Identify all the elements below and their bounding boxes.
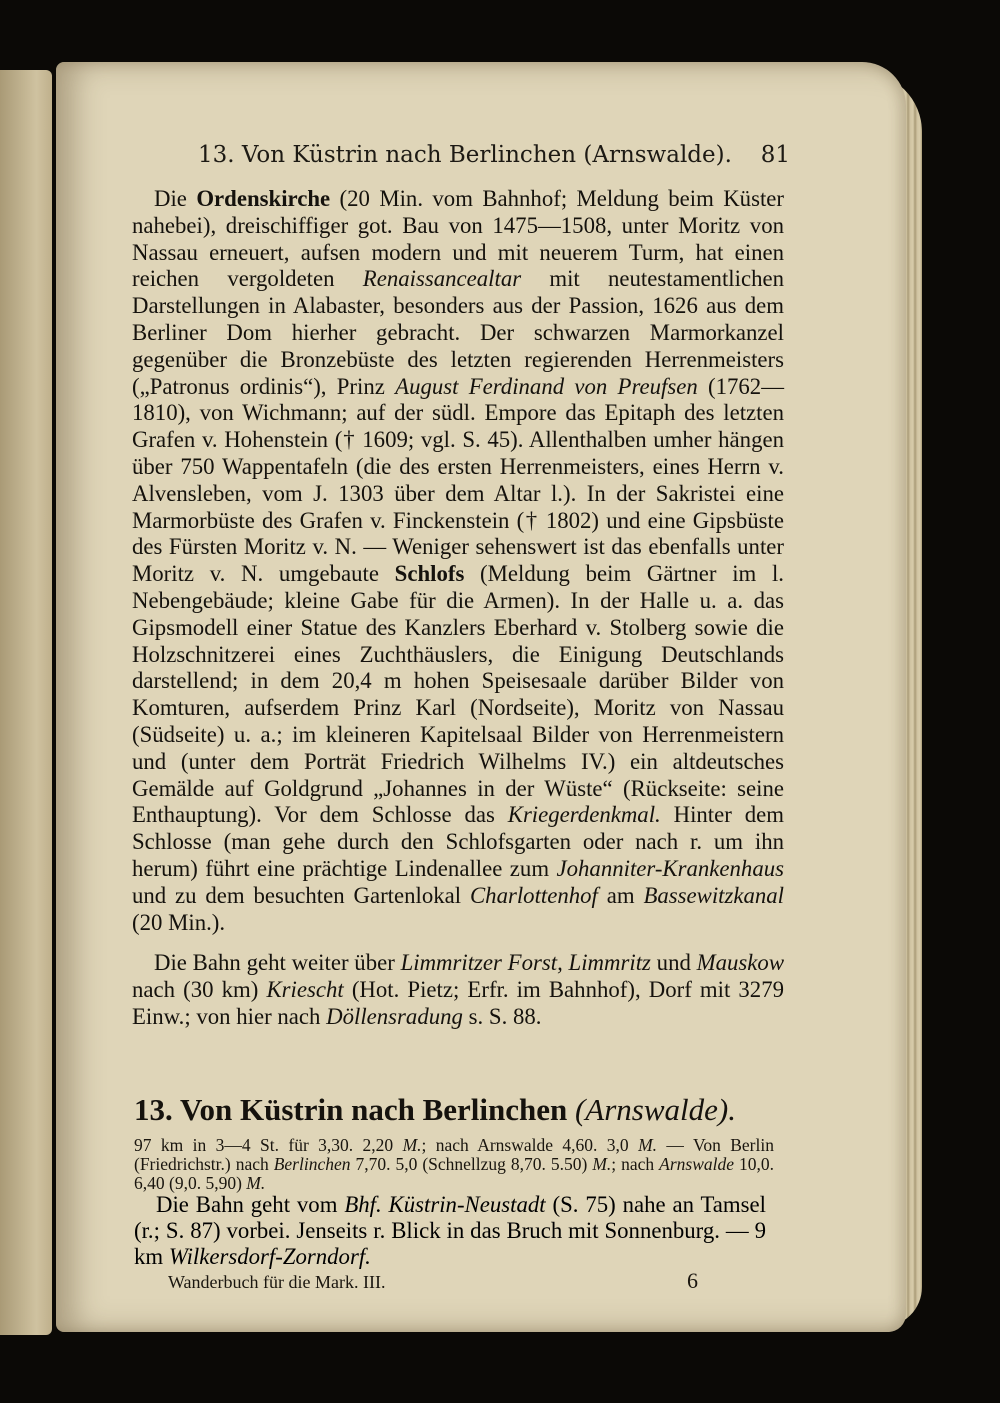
chapter-heading: [134, 1092, 784, 1128]
italic-term: Johanniter-Krankenhaus: [556, 855, 784, 881]
text-run: und zu dem besuchten Gartenlokal: [132, 882, 470, 908]
page-footer: [168, 1268, 698, 1294]
italic-term: August Ferdinand von Preufsen: [395, 373, 698, 399]
paragraph-route: [134, 1192, 766, 1270]
fare-info: [134, 1136, 774, 1193]
facing-page-edge: [0, 70, 52, 1335]
chapter-title-italic: (Arnswalde).: [574, 1092, 736, 1127]
text-run: (Meldung beim Gärtner im l. Nebengebäude; kleine Gabe für die Armen). In der Halle u. a. das Gipsmodell einer Statue des Kanzlers Eberhard v. Stolberg sowie die Holzschnitzerei eines Zuchthäuslers, die Einigung Deutschlands darstellend; in dem 20,4 m hohen Speisesaale darüber Bilder von Komturen, aufserdem Prinz Karl (Nordseite), Moritz von Nassau (Südseite) u. a.; im kleineren Kapitelsaal Bilder von Herrenmeistern und (unter dem Porträt Friedrich Wilhelms IV.) ein altdeutsches Gemälde auf Goldgrund „Johannes in der Wüste“ (Rückseite: seine Enthauptung). Vor dem Schlosse das: [132, 561, 785, 828]
text-run: (20 Min.).: [132, 909, 226, 935]
text-run: (Hot. Pietz; Erfr. im Bahnhof), Dorf mit 3279 Einw.; von hier nach: [132, 977, 784, 1029]
text-run: (1762—1810), von Wichmann; auf der südl. Empore das Epitaph des letzten Grafen v. Hohenstein († 1609; vgl. S. 45). Allenthalben umher hängen über 750 Wappentafeln (die des ersten Herrenmeisters, eines Herrn v. Alvensleben, vom J. 1303 über dem Altar l.). In der Sakristei eine Marmorbüste des Grafen v. Finckenstein († 1802) und eine Gipsbüste des Fürsten Moritz v. N. — Weniger sehenswert ist das ebenfalls unter Moritz v. N. umgebaute: [132, 373, 784, 587]
page-number: 81: [760, 142, 790, 168]
running-title: 13. Von Küstrin nach Berlinchen (Arnswalde).: [198, 142, 732, 168]
chapter-title: Von Küstrin nach Berlinchen: [172, 1092, 575, 1127]
text-run: 7,70. 5,0 (Schnellzug 8,70. 5.50): [350, 1154, 593, 1174]
italic-term: Arnswalde: [659, 1154, 735, 1174]
text-run: Die Bahn geht weiter über: [154, 950, 401, 976]
italic-term: M.: [402, 1135, 422, 1155]
text-run: Hinter dem Schlosse (man gehe durch den Schlofsgarten oder nach r. um ihn herum) führt eine prächtige Lindenallee zum: [132, 802, 784, 881]
italic-term: Wilkersdorf-Zorndorf.: [168, 1244, 371, 1269]
route-section: [134, 1192, 766, 1270]
italic-term: Charlottenhof: [469, 882, 598, 908]
text-run: ; nach Arnswalde 4,60. 3,0: [421, 1135, 639, 1155]
main-text: [132, 186, 784, 1031]
text-run: nach (30 km): [132, 977, 267, 1003]
paragraph-ordenskirche: [132, 186, 784, 936]
text-run: 97 km in 3—4 St. für 3,30. 2,20: [134, 1135, 403, 1155]
text-run: ; nach: [611, 1154, 660, 1174]
text-run: (S. 75) nahe an Tamsel (r.; S. 87) vorbei. Jenseits r. Blick in das Bruch mit Sonnenburg. — 9 km: [134, 1192, 766, 1269]
text-run: (20 Min. vom Bahnhof; Meldung beim Küster nahebei), dreischiffiger got. Bau von 1475—1508, unter Moritz von Nassau erneuert, aufsen modern und mit neuerem Turm, hat einen reichen vergoldeten: [132, 186, 784, 292]
text-run: Die Bahn geht vom: [156, 1192, 345, 1217]
sheet-number: 6: [687, 1268, 698, 1293]
italic-term: Kriegerdenkmal.: [507, 802, 661, 828]
paragraph-bahn: [132, 950, 784, 1030]
footer-signature: Wanderbuch für die Mark. III.: [168, 1272, 386, 1292]
text-run: und: [650, 950, 697, 976]
bold-term: Schlofs: [394, 561, 465, 587]
italic-term: Bassewitzkanal: [643, 882, 785, 908]
bold-term: Ordenskirche: [196, 186, 331, 211]
italic-term: Renaissancealtar: [362, 266, 522, 292]
text-run: s. S. 88.: [462, 1003, 542, 1029]
italic-term: Mauskow: [696, 950, 785, 976]
italic-term: M.: [592, 1154, 612, 1174]
text-run: — Von Berlin (Friedrichstr.) nach: [134, 1135, 774, 1174]
italic-term: M.: [638, 1135, 658, 1155]
italic-term: Bhf. Küstrin-Neustadt: [344, 1192, 546, 1217]
text-run: 10,0. 6,40 (9,0. 5,90): [134, 1154, 774, 1193]
italic-term: M.: [246, 1173, 266, 1193]
text-run: mit neutestamentlichen Darstellungen in Alabaster, besonders aus der Passion, 1626 aus dem Berliner Dom hierher gebracht. Der schwarzen Marmorkanzel gegenüber die Bronzebüste des letzten regierenden Herrenmeisters („Patronus ordinis“), Prinz: [132, 266, 784, 399]
italic-term: Döllensradung: [326, 1003, 463, 1029]
chapter-number: 13.: [134, 1092, 173, 1127]
running-head: [198, 142, 790, 168]
text-run: am: [597, 882, 644, 908]
italic-term: Kriescht: [266, 977, 344, 1003]
text-run: Die: [154, 186, 197, 211]
italic-term: Berlinchen: [273, 1154, 351, 1174]
italic-term: Limmritzer Forst, Limmritz: [400, 950, 651, 976]
